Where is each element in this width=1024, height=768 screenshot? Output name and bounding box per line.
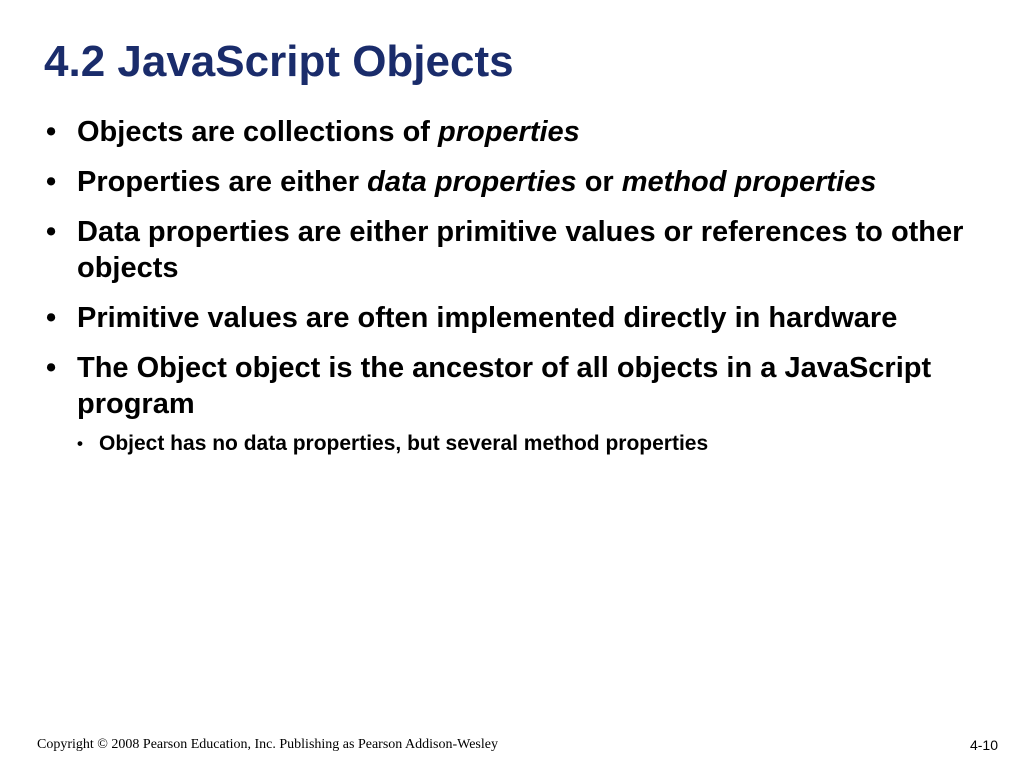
bullet-item	[44, 214, 994, 286]
bullet-marker: •	[46, 216, 57, 248]
bullet-item	[44, 350, 994, 458]
bullet-emphasis: properties	[438, 116, 580, 148]
bullet-emphasis: data properties	[367, 166, 577, 198]
bullet-marker: •	[46, 116, 57, 148]
bullet-list	[44, 114, 994, 472]
bullet-text: or	[576, 166, 622, 198]
bullet-text: Primitive values are often implemented directly in hardware	[77, 302, 898, 334]
bullet-marker: •	[46, 352, 57, 384]
page-number: 4-10	[969, 737, 998, 753]
sub-bullet-item	[77, 430, 994, 458]
bullet-item	[44, 114, 994, 150]
bullet-text: The Object object is the ancestor of all objects in a JavaScript program	[77, 352, 932, 420]
bullet-marker: •	[46, 302, 57, 334]
bullet-text: Data properties are either primitive values or references to other objects	[77, 216, 964, 284]
bullet-item	[44, 300, 994, 336]
bullet-text: Properties are either	[77, 166, 368, 198]
bullet-emphasis: method properties	[621, 166, 877, 198]
footer-copyright: Copyright © 2008 Pearson Education, Inc. Publishing as Pearson Addison-Wesley	[37, 737, 498, 752]
sub-bullet-list	[77, 430, 994, 458]
bullet-marker: •	[46, 166, 57, 198]
sub-bullet-text: Object has no data properties, but several method properties	[99, 432, 709, 455]
slide-title: 4.2 JavaScript Objects	[44, 37, 514, 86]
bullet-item	[44, 164, 994, 200]
bullet-text: Objects are collections of	[77, 116, 438, 148]
sub-bullet-marker: •	[77, 434, 83, 453]
